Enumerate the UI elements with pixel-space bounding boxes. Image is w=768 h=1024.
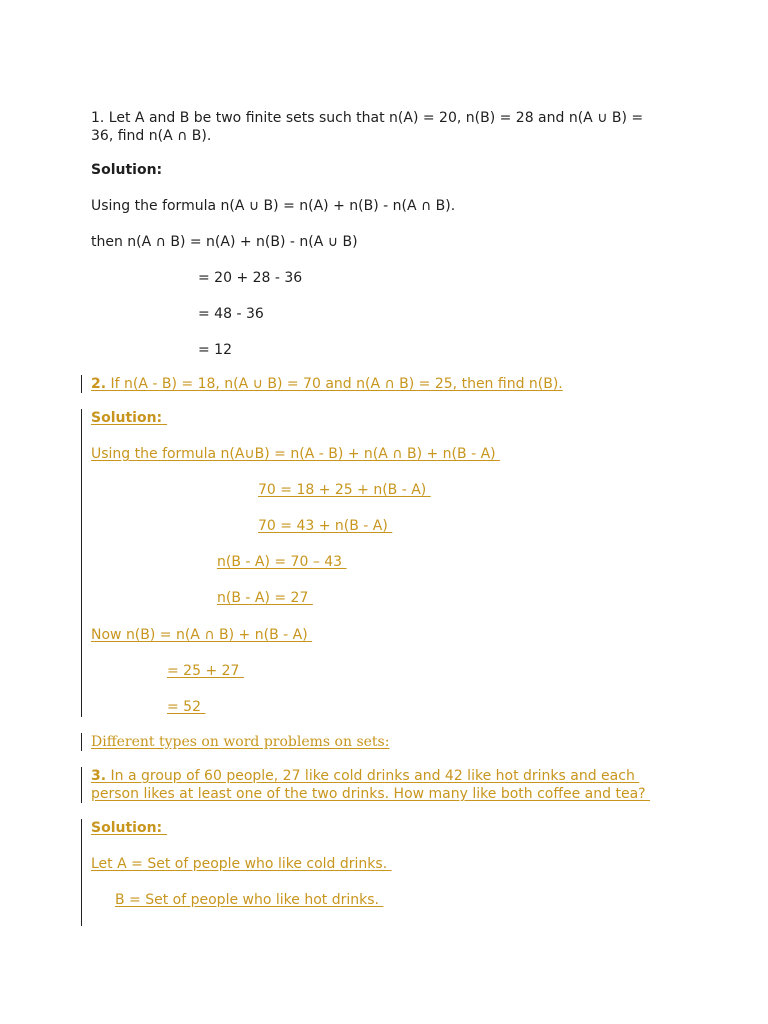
problem1-formula: Using the formula n(A ∪ B) = n(A) + n(B) - n(A ∩ B).: [91, 198, 456, 214]
problem3-question-line2[interactable]: person likes at least one of the two drinks. How many like both coffee and tea?: [91, 786, 651, 802]
change-bar: [81, 767, 82, 803]
change-bar: [81, 375, 82, 393]
problem1-step2: = 20 + 28 - 36: [198, 270, 303, 286]
problem2-step1[interactable]: [91, 481, 443, 499]
problem2-step1-text: 70 = 18 + 25 + n(B - A): [258, 482, 431, 498]
problem1-step1: then n(A ∩ B) = n(A) + n(B) - n(A ∪ B): [91, 234, 358, 250]
problem2-number: 2.: [91, 376, 107, 392]
problem2-step6-text: = 25 + 27: [167, 663, 244, 679]
change-bar: [81, 819, 82, 926]
problem1-step4: = 12: [198, 342, 232, 358]
problem3-solution-label[interactable]: Solution:: [91, 820, 168, 836]
problem2-step3[interactable]: [91, 553, 347, 571]
problem2-question-text: If n(A - B) = 18, n(A ∪ B) = 70 and n(A ∩ B) = 25, then find n(B).: [106, 376, 563, 392]
problem3-step2-text: B = Set of people who like hot drinks.: [115, 892, 384, 908]
problem3-question-text1: In a group of 60 people, 27 like cold drinks and 42 like hot drinks and each: [106, 768, 640, 784]
problem3-step2[interactable]: [91, 891, 383, 909]
problem2-formula[interactable]: Using the formula n(A∪B) = n(A - B) + n(A ∩ B) + n(B - A): [91, 446, 501, 462]
problem2-solution-label[interactable]: Solution:: [91, 410, 168, 426]
problem1-question-line2: 36, find n(A ∩ B).: [91, 128, 212, 144]
problem3-question-line1[interactable]: [91, 767, 639, 785]
problem2-step2-text: 70 = 43 + n(B - A): [258, 518, 393, 534]
change-bar: [81, 409, 82, 717]
problem2-step3-text: n(B - A) = 70 – 43: [217, 554, 347, 570]
change-bar: [81, 733, 82, 751]
problem3-number: 3.: [91, 768, 107, 784]
problem2-step5[interactable]: Now n(B) = n(A ∩ B) + n(B - A): [91, 627, 313, 643]
problem1-question-line1: 1. Let A and B be two finite sets such that n(A) = 20, n(B) = 28 and n(A ∪ B) =: [91, 110, 644, 126]
problem1-step3: = 48 - 36: [198, 306, 264, 322]
problem2-step7[interactable]: [91, 698, 205, 716]
problem2-step4-text: n(B - A) = 27: [217, 590, 313, 606]
problem3-step1[interactable]: Let A = Set of people who like cold drinks.: [91, 856, 392, 872]
problem2-question[interactable]: [91, 375, 563, 393]
section-heading-link[interactable]: Different types on word problems on sets:: [91, 734, 390, 750]
problem2-step7-text: = 52: [167, 699, 206, 715]
problem2-step2[interactable]: [91, 517, 392, 535]
problem1-solution-label: Solution:: [91, 162, 163, 178]
problem2-step6[interactable]: [91, 662, 244, 680]
problem2-step4[interactable]: [91, 589, 313, 607]
